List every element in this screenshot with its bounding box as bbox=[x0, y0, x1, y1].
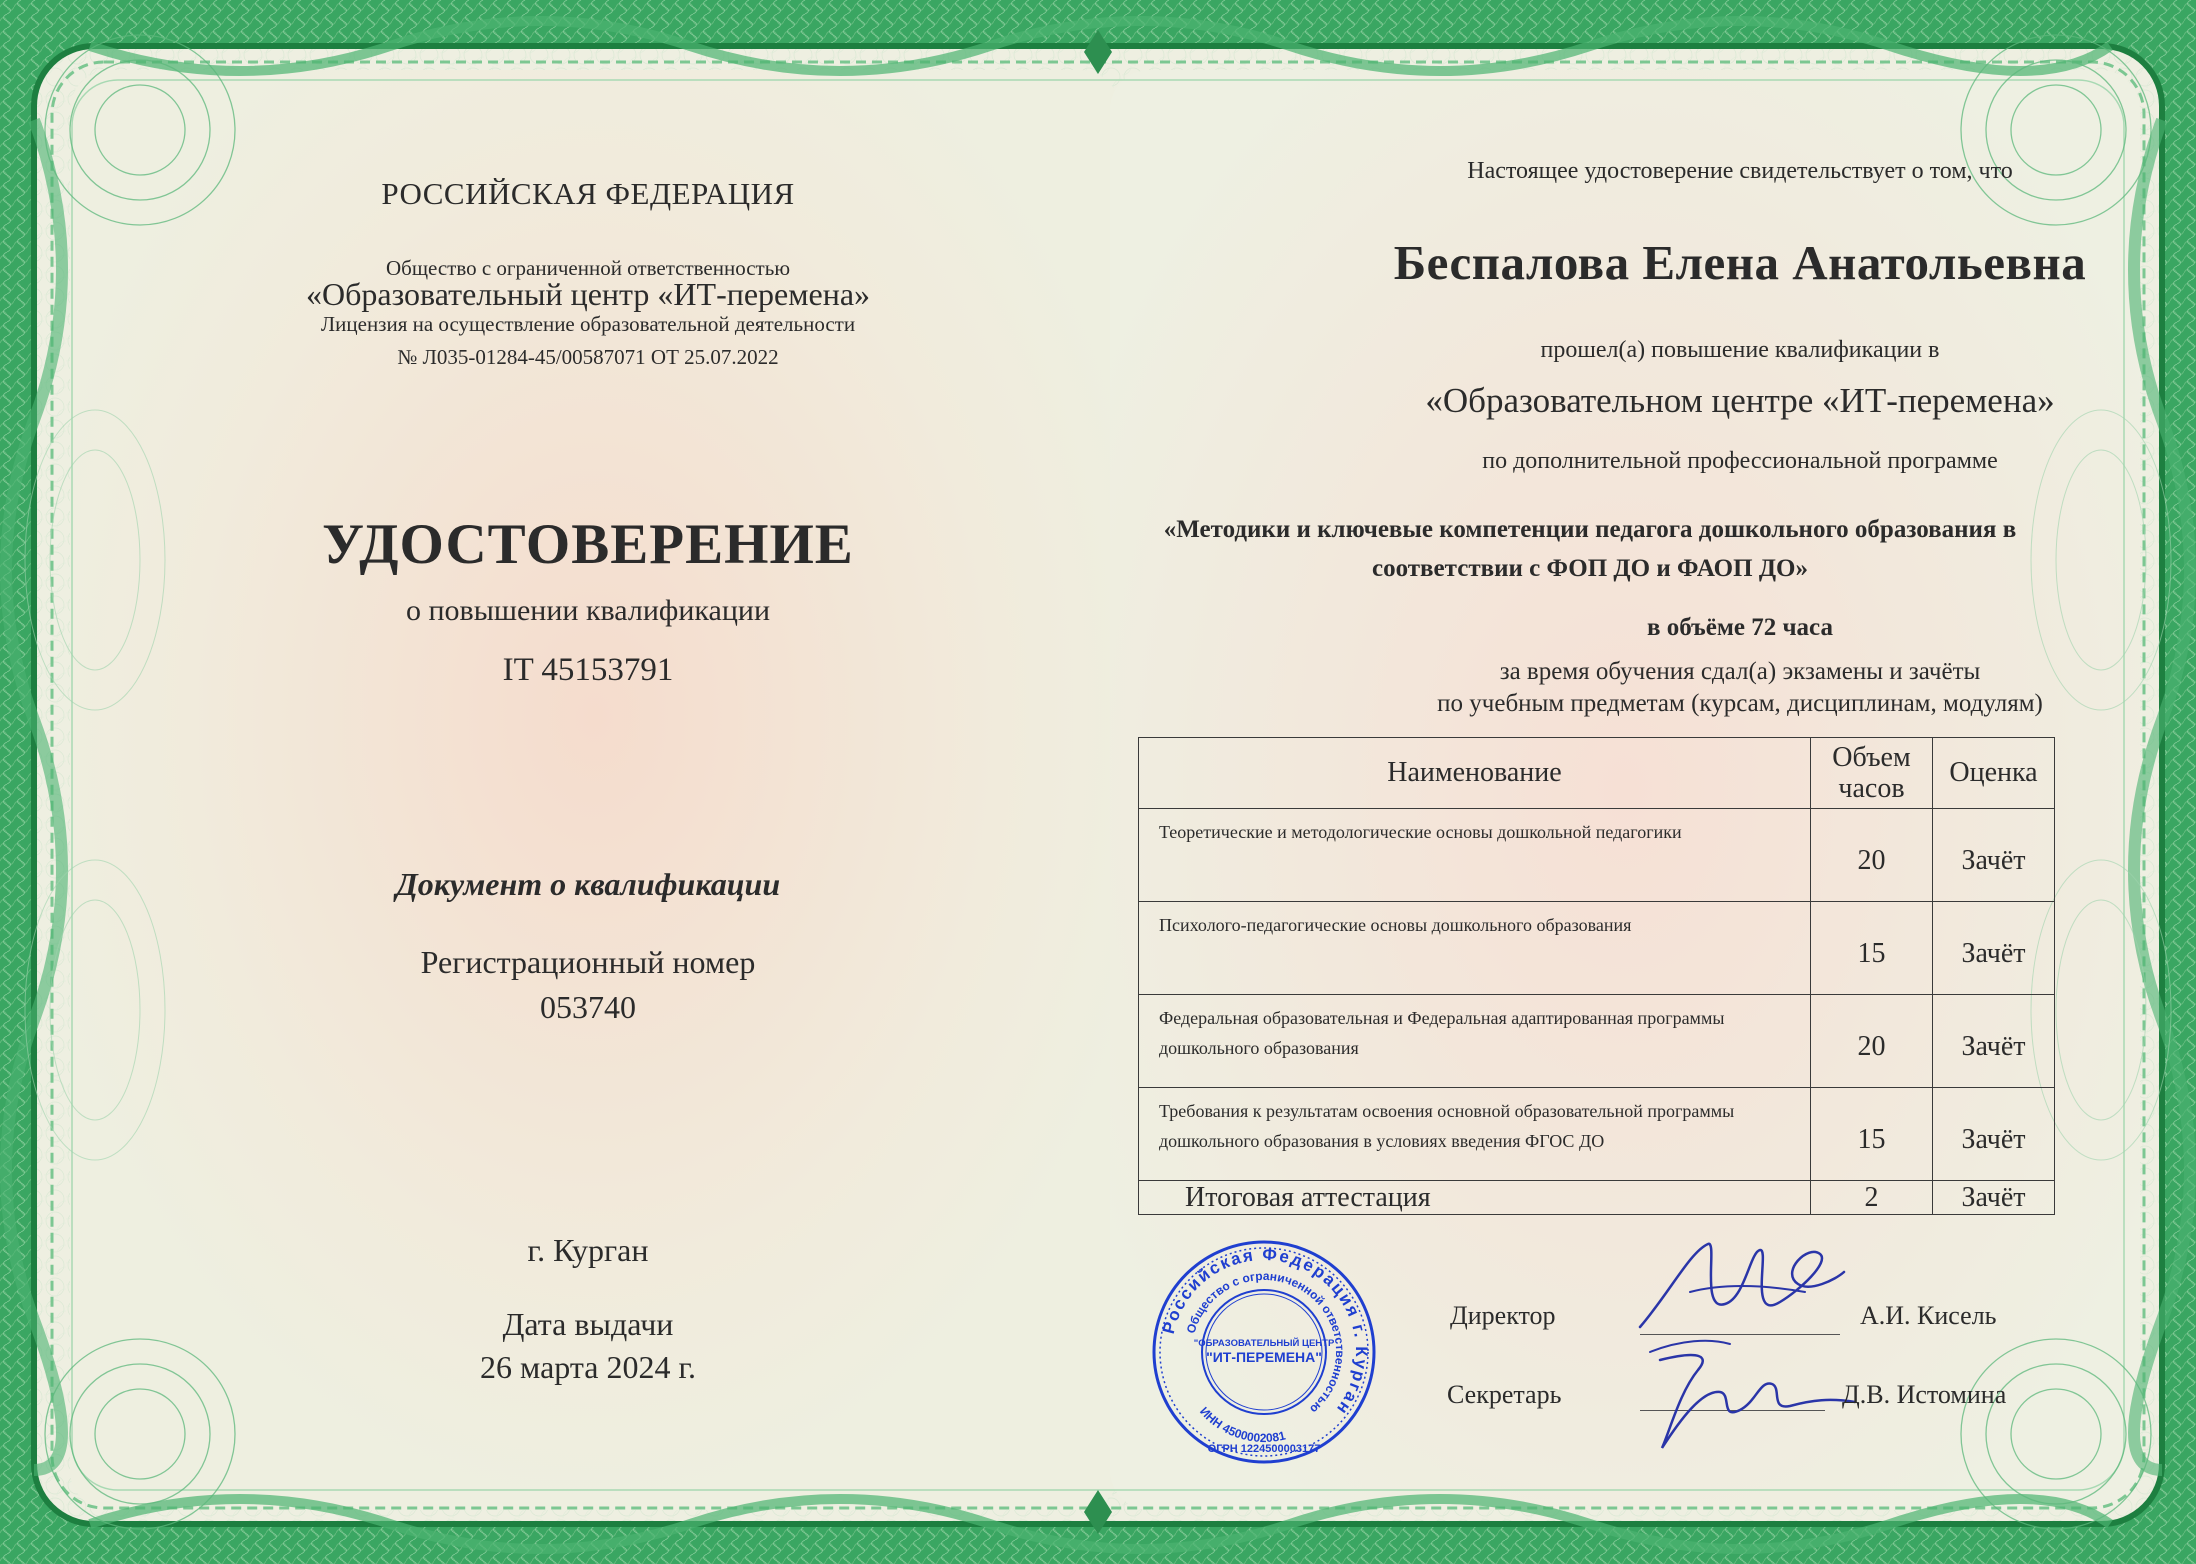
official-stamp bbox=[1150, 1238, 1378, 1466]
exams-text-line2: по учебным предметам (курсам, дисциплинам, модулям) bbox=[1437, 690, 2043, 717]
final-attestation-row bbox=[1139, 1181, 2055, 1215]
stamp-outer-text: Российская Федерация г. Курган bbox=[1158, 1244, 1372, 1420]
subject-name: Теоретические и методологические основы дошкольной педагогики bbox=[1139, 809, 1811, 902]
subject-grade: Зачёт bbox=[1933, 1088, 2055, 1181]
final-grade: Зачёт bbox=[1933, 1181, 2055, 1215]
issue-city: г. Курган bbox=[527, 1232, 649, 1268]
document-title: УДОСТОВЕРЕНИЕ bbox=[322, 513, 854, 576]
secretary-signature bbox=[1640, 1330, 1860, 1460]
table-row bbox=[1139, 902, 2055, 995]
subject-name: Федеральная образовательная и Федеральная адаптированная программы дошкольного образования bbox=[1139, 995, 1811, 1088]
issue-date-label: Дата выдачи bbox=[502, 1306, 674, 1342]
stamp-center-line2: "ИТ-ПЕРЕМЕНА" bbox=[1206, 1349, 1322, 1365]
program-intro: по дополнительной профессиональной программе bbox=[1482, 448, 1998, 474]
stamp-inn: ИНН 4500002081 bbox=[1196, 1404, 1287, 1446]
subject-name: Требования к результатам освоения основной образовательной программы дошкольного образования в условиях введения ФГОС ДО bbox=[1139, 1088, 1811, 1181]
table-row bbox=[1139, 1088, 2055, 1181]
holder-name: Беспалова Елена Анатольевна bbox=[1393, 235, 2087, 290]
subjects-table bbox=[1138, 737, 2055, 1215]
intro-text: Настоящее удостоверение свидетельствует о том, что bbox=[1467, 158, 2013, 184]
header-hours-line2: часов bbox=[1838, 773, 1905, 804]
registration-number: 053740 bbox=[540, 989, 636, 1025]
program-name: «Методики и ключевые компетенции педагога дошкольного образования в соответствии с ФОП ДО и ФАОП ДО» bbox=[1163, 516, 2017, 582]
subject-hours: 15 bbox=[1811, 1088, 1933, 1181]
secretary-role: Секретарь bbox=[1447, 1380, 1562, 1409]
stamp-inner-text: Общество с ограниченной ответственностью bbox=[1183, 1268, 1348, 1417]
country-heading: РОССИЙСКАЯ ФЕДЕРАЦИЯ bbox=[381, 176, 795, 211]
subject-name: Психолого-педагогические основы дошкольного образования bbox=[1139, 902, 1811, 995]
table-row bbox=[1139, 995, 2055, 1088]
license-text: Лицензия на осуществление образовательной деятельности bbox=[320, 312, 856, 336]
org-name: «Образовательный центр «ИТ-перемена» bbox=[305, 276, 871, 312]
passed-text: прошел(а) повышение квалификации в bbox=[1540, 337, 1940, 363]
table-row bbox=[1139, 809, 2055, 902]
qualification-document-label: Документ о квалификации bbox=[395, 866, 781, 902]
header-hours-line1: Объем bbox=[1832, 742, 1911, 773]
document-subtitle: о повышении квалификации bbox=[406, 594, 770, 627]
stamp-ogrn: ОГРН 1224500003177 bbox=[1207, 1443, 1321, 1455]
subject-hours: 15 bbox=[1811, 902, 1933, 995]
center-name: «Образовательном центре «ИТ-перемена» bbox=[1425, 381, 2055, 420]
issue-date: 26 марта 2024 г. bbox=[480, 1349, 696, 1385]
table-header-row bbox=[1139, 738, 2055, 809]
header-hours bbox=[1811, 738, 1933, 809]
document-number: IT 45153791 bbox=[502, 652, 674, 688]
director-name: А.И. Кисель bbox=[1860, 1301, 1997, 1330]
subject-grade: Зачёт bbox=[1933, 995, 2055, 1088]
exams-text-line1: за время обучения сдал(а) экзамены и зачёты bbox=[1499, 658, 1981, 685]
subject-grade: Зачёт bbox=[1933, 902, 2055, 995]
license-number: № Л035-01284-45/00587071 ОТ 25.07.2022 bbox=[397, 345, 779, 369]
subject-hours: 20 bbox=[1811, 995, 1933, 1088]
director-role: Директор bbox=[1450, 1301, 1556, 1330]
subject-grade: Зачёт bbox=[1933, 809, 2055, 902]
org-type: Общество с ограниченной ответственностью bbox=[385, 256, 791, 280]
header-grade: Оценка bbox=[1933, 738, 2055, 809]
final-name: Итоговая аттестация bbox=[1139, 1181, 1811, 1215]
stamp-center-line1: "ОБРАЗОВАТЕЛЬНЫЙ ЦЕНТР bbox=[1193, 1338, 1335, 1349]
subject-hours: 20 bbox=[1811, 809, 1933, 902]
program-volume: в объёме 72 часа bbox=[1647, 614, 1833, 641]
secretary-name: Д.В. Истомина bbox=[1842, 1380, 2007, 1409]
header-name: Наименование bbox=[1139, 738, 1811, 809]
final-hours: 2 bbox=[1811, 1181, 1933, 1215]
registration-label: Регистрационный номер bbox=[420, 944, 756, 980]
